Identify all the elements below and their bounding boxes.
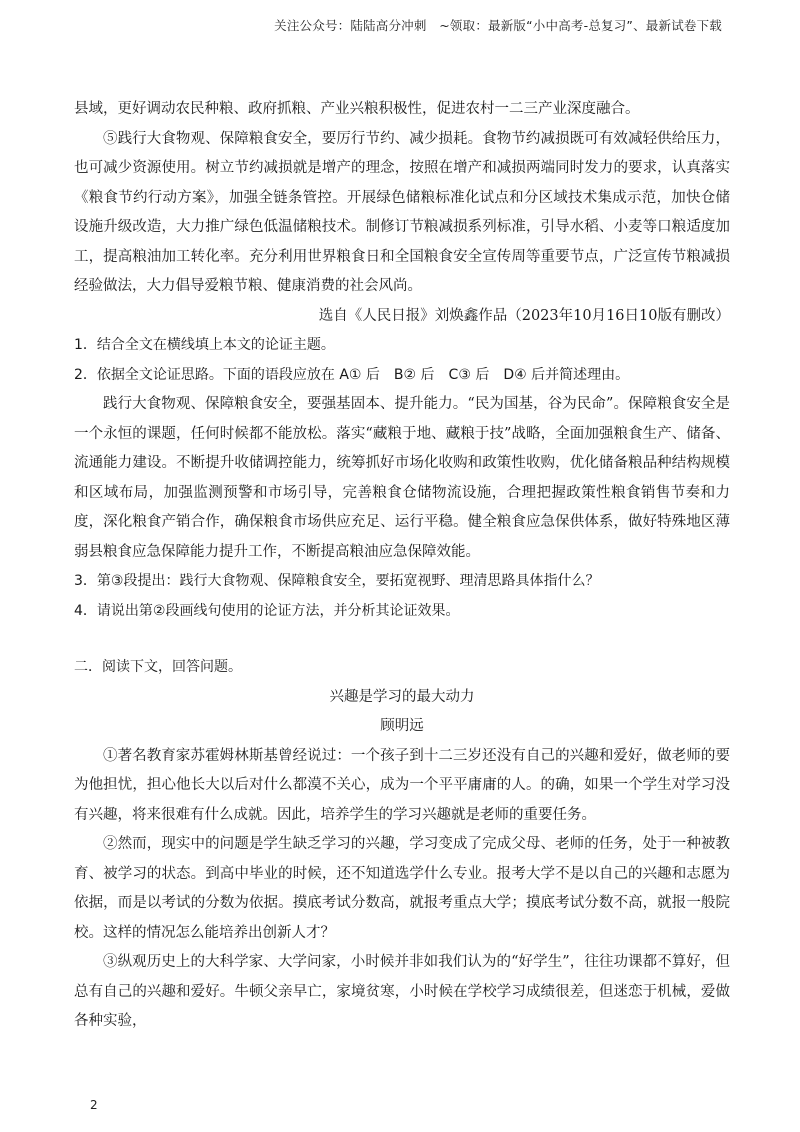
question-2: 2．依据全文论证思路。下面的语段应放在 A① 后 B② 后 C③ 后 D④ 后并简述理由。 bbox=[74, 366, 630, 383]
source-citation: 选自《人民日报》刘焕鑫作品（2023年10月16日10版有删改） bbox=[318, 307, 730, 324]
article-paragraph-2: ②然而，现实中的问题是学生缺乏学习的兴趣，学习变成了完成父母、老师的任务，处于一种被教育、被学习的状态。到高中毕业的时候，还不知道选学什么专业。报考大学不是以自己的兴趣和志愿为依据，而是以考试的分数为依据。摸底考试分数高，就报考重点大学；摸底考试分数不高，就报一般院校。这样的情况怎么能培养出创新人才？ bbox=[74, 836, 730, 941]
article-title: 兴趣是学习的最大动力 bbox=[329, 688, 475, 705]
section-2-heading: 二．阅读下文，回答问题。 bbox=[74, 659, 242, 675]
page-number: 2 bbox=[90, 1098, 98, 1112]
document-body bbox=[74, 95, 730, 1037]
page-header: 关注公众号：陆陆高分冲刺 ~领取：最新版“小中高考-总复习”、最新试卷下载 bbox=[274, 18, 722, 33]
question-1: 1．结合全文在横线填上本文的论证主题。 bbox=[74, 337, 335, 353]
question-4: 4．请说出第②段画线句使用的论证方法，并分析其论证效果。 bbox=[74, 602, 460, 619]
article-author: 顾明远 bbox=[380, 718, 424, 734]
question-3: 3．第③段提出：践行大食物观、保障粮食安全，要拓宽视野、理清思路具体指什么？ bbox=[74, 573, 600, 589]
article-paragraph-1: ①著名教育家苏霍姆林斯基曾经说过：一个孩子到十二三岁还没有自己的兴趣和爱好，做老师的要为他担忧，担心他长大以后对什么都漠不关心，成为一个平平庸庸的人。的确，如果一个学生对学习没有兴趣，将来很难有什么成就。因此，培养学生的学习兴趣就是老师的重要任务。 bbox=[74, 747, 730, 823]
paragraph-5: ⑤践行大食物观、保障粮食安全，要厉行节约、减少损耗。食物节约减损既可有效减轻供给压力，也可减少资源使用。树立节约减损就是增产的理念，按照在增产和减损两端同时发力的要求，认真落实《粮食节约行动方案》，加强全链条管控。开展绿色储粮标准化试点和分区域技术集成示范，加快仓储设施升级改造，大力推广绿色低温储粮技术。制修订节粮减损系列标准，引导水稻、小麦等口粮适度加工，提高粮油加工转化率。充分利用世界粮食日和全国粮食安全宣传周等重要节点，广泛宣传节粮减损经验做法，大力倡导爱粮节粮、健康消费的社会风尚。 bbox=[74, 130, 730, 294]
question-2-passage: 践行大食物观、保障粮食安全，要强基固本、提升能力。“民为国基，谷为民命”。保障粮食安全是一个永恒的课题，任何时候都不能放松。落实“藏粮于地、藏粮于技”战略，全面加强粮食生产、储备、流通能力建设。不断提升收储调控能力，统筹抓好市场化收购和政策性收购，优化储备粮品种结构规模和区域布局，加强监测预警和市场引导，完善粮食仓储物流设施，合理把握政策性粮食销售节奏和力度，深化粮食产销合作，确保粮食市场供应充足、运行平稳。健全粮食应急保供体系，做好特殊地区薄弱县粮食应急保障能力提升工作，不断提高粮油应急保障效能。 bbox=[74, 396, 730, 560]
article-paragraph-3: ③纵观历史上的大科学家、大学问家，小时候并非如我们认为的“好学生”，往往功课都不算好，但总有自己的兴趣和爱好。牛顿父亲早亡，家境贫寒，小时候在学校学习成绩很差，但迷恋于机械，爱做各种实验， bbox=[74, 954, 730, 1029]
section-gap bbox=[74, 626, 730, 653]
paragraph-continued: 县域，更好调动农民种粮、政府抓粮、产业兴粮积极性，促进农村一二三产业深度融合。 bbox=[74, 101, 640, 117]
